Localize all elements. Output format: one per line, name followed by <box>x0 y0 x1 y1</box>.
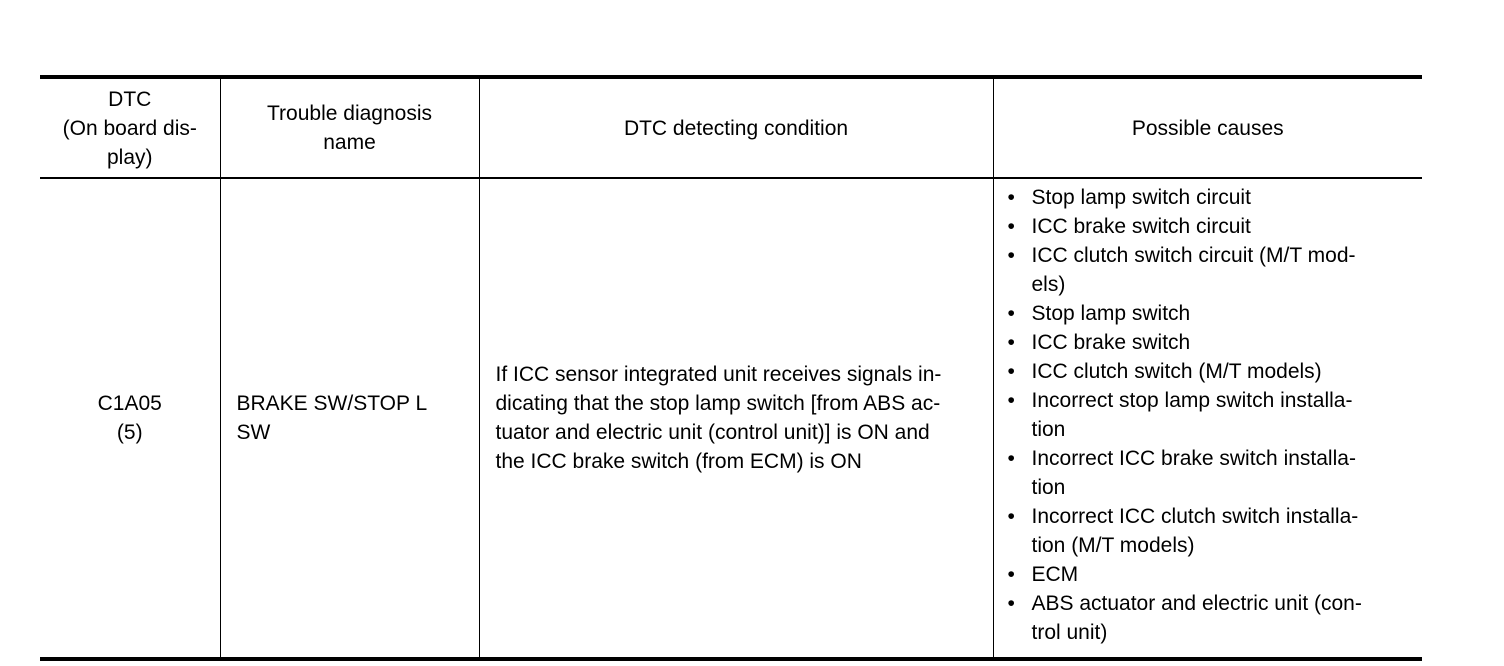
cause-text: tion <box>1031 418 1066 441</box>
dtc-code-cell <box>40 178 220 659</box>
causes-list <box>1004 183 1413 647</box>
cause-text: ABS actuator and electric unit (con- <box>1031 592 1362 615</box>
list-item <box>1004 212 1413 241</box>
list-item <box>1004 444 1413 502</box>
condition-line: dicating that the stop lamp switch [from ABS ac- <box>495 392 941 415</box>
bullet-icon: • <box>1007 563 1015 586</box>
cause-text: Incorrect ICC clutch switch installa- <box>1031 505 1359 528</box>
condition-line: the ICC brake switch (from ECM) is ON <box>495 450 862 473</box>
detecting-condition-cell <box>479 178 993 659</box>
condition-line: tuator and electric unit (control unit)] is ON and <box>495 421 930 444</box>
cause-text: ICC clutch switch circuit (M/T mod- <box>1031 244 1356 267</box>
table-row <box>40 178 1422 659</box>
trouble-name-line: BRAKE SW/STOP L <box>236 392 428 415</box>
cause-text: ICC clutch switch (M/T models) <box>1031 360 1322 383</box>
list-item <box>1004 589 1413 647</box>
list-item <box>1004 386 1413 444</box>
header-name-line: name <box>323 131 376 154</box>
header-trouble-diagnosis-name <box>220 77 479 178</box>
bullet-icon: • <box>1007 302 1015 325</box>
list-item <box>1004 183 1413 212</box>
cause-text: ECM <box>1031 563 1079 586</box>
header-possible-causes: Possible causes <box>993 77 1422 178</box>
dtc-code: C1A05 <box>97 392 162 415</box>
dtc-table <box>40 75 1422 661</box>
header-dtc-line: (On board dis- <box>62 116 197 140</box>
bullet-icon: • <box>1007 215 1015 238</box>
list-item <box>1004 328 1413 357</box>
list-item <box>1004 357 1413 386</box>
cause-text: ICC brake switch circuit <box>1031 215 1251 238</box>
cause-text: els) <box>1031 273 1066 296</box>
cause-text: tion <box>1031 476 1066 499</box>
cause-text: Incorrect stop lamp switch installa- <box>1031 389 1353 412</box>
bullet-icon: • <box>1007 360 1015 383</box>
cause-text: tion (M/T models) <box>1031 534 1195 557</box>
header-dtc <box>40 77 220 178</box>
trouble-name-line: SW <box>236 421 271 444</box>
cause-text: ICC brake switch <box>1031 331 1191 354</box>
cause-text: Incorrect ICC brake switch installa- <box>1031 447 1356 470</box>
list-item <box>1004 502 1413 560</box>
bullet-icon: • <box>1007 505 1015 528</box>
bullet-icon: • <box>1007 244 1015 267</box>
cause-text: trol unit) <box>1031 621 1108 644</box>
bullet-icon: • <box>1007 447 1015 470</box>
header-dtc-line: play) <box>106 145 153 169</box>
list-item <box>1004 560 1413 589</box>
dtc-display-number: (5) <box>116 421 143 444</box>
header-dtc-line: DTC <box>108 87 152 111</box>
bullet-icon: • <box>1007 186 1015 209</box>
bullet-icon: • <box>1007 331 1015 354</box>
table-header-row <box>40 77 1422 178</box>
trouble-name-cell <box>220 178 479 659</box>
bullet-icon: • <box>1007 389 1015 412</box>
list-item <box>1004 241 1413 299</box>
cause-text: Stop lamp switch <box>1031 302 1191 325</box>
bullet-icon: • <box>1007 592 1015 615</box>
header-name-line: Trouble diagnosis <box>267 102 432 125</box>
possible-causes-cell <box>993 178 1422 659</box>
header-detecting-condition: DTC detecting condition <box>479 77 993 178</box>
condition-line: If ICC sensor integrated unit receives signals in- <box>495 363 942 386</box>
list-item <box>1004 299 1413 328</box>
cause-text: Stop lamp switch circuit <box>1031 186 1251 209</box>
